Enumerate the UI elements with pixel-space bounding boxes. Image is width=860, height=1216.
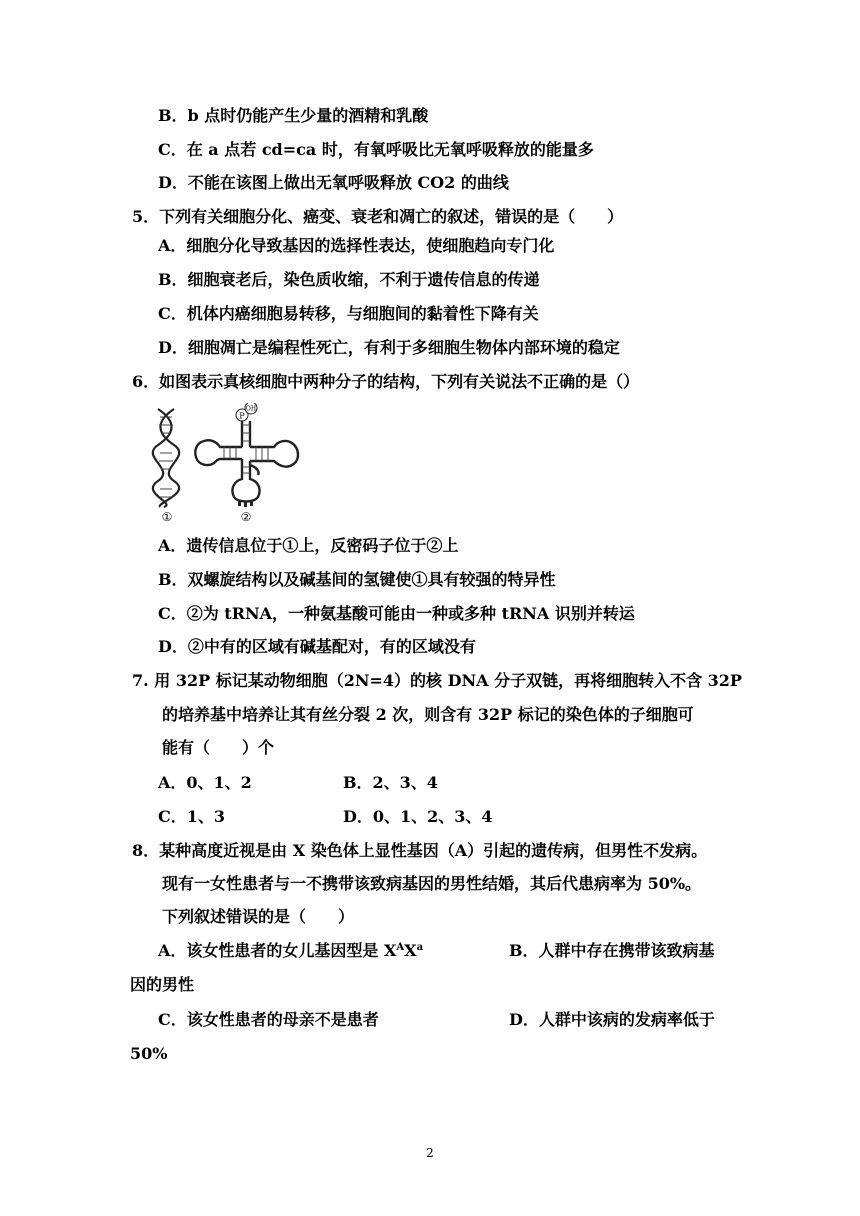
q6-option-d: D．②中有的区域有碱基配对，有的区域没有 [158,637,476,656]
q8-stem-line1: 8．某种高度近视是由 X 染色体上显性基因（A）引起的遗传病，但男性不发病。 [132,841,708,860]
q5-stem: 5．下列有关细胞分化、癌变、衰老和凋亡的叙述，错误的是（ ） [132,207,624,226]
q8-stem-line3: 下列叙述错误的是（ ） [162,907,355,926]
hydroxyl-label-icon [245,403,257,414]
molecule-figure [150,403,310,525]
page-number: 2 [426,1146,434,1160]
q7-option-d: D．0、1、2、3、4 [343,807,493,826]
q4-option-b: B．b 点时仍能产生少量的酒精和乳酸 [158,106,429,125]
figure-label-1: ① [161,510,173,524]
q5-option-b: B．细胞衰老后，染色质收缩，不利于遗传信息的传递 [158,270,540,289]
q8-option-a-mid: X [404,941,417,960]
q4-option-d: D．不能在该图上做出无氧呼吸释放 CO2 的曲线 [158,173,509,192]
q8-option-a [158,941,423,961]
q8-option-d-line2: 50% [130,1044,168,1063]
q6-option-a: A．遗传信息位于①上，反密码子位于②上 [158,536,459,555]
q7-stem-line1: 7. 用 32P 标记某动物细胞（2N=4）的核 DNA 分子双链，再将细胞转入不含 32P [132,671,742,690]
q7-stem-line2: 的培养基中培养让其有丝分裂 2 次，则含有 32P 标记的染色体的子细胞可 [162,705,694,724]
q8-option-a-sup1: A [396,942,405,953]
svg-text:OH: OH [245,405,257,413]
q8-option-a-text: A．该女性患者的女儿基因型是 X [158,941,397,960]
figure-label-2: ② [240,510,252,524]
q6-stem: 6．如图表示真核细胞中两种分子的结构，下列有关说法不正确的是（） [132,372,640,391]
q7-option-b: B．2、3、4 [343,773,438,792]
q8-stem-line2: 现有一女性患者与一不携带该致病基因的男性结婚，其后代患病率为 50%。 [162,874,702,893]
q7-stem-line3: 能有（ ）个 [162,738,275,757]
q5-option-c: C．机体内癌细胞易转移，与细胞间的黏着性下降有关 [158,304,539,323]
q5-option-a: A．细胞分化导致基因的选择性表达，使细胞趋向专门化 [158,236,555,255]
dna-trna-diagram [150,403,310,525]
q8-option-b-line2: 因的男性 [130,975,195,994]
q7-option-c: C．1、3 [158,807,226,826]
q6-option-b: B．双螺旋结构以及碱基间的氢键使①具有较强的特异性 [158,570,556,589]
q4-option-c: C．在 a 点若 cd=ca 时，有氧呼吸比无氧呼吸释放的能量多 [158,140,594,159]
q6-option-c: C．②为 tRNA，一种氨基酸可能由一种或多种 tRNA 识别并转运 [158,604,635,623]
q5-option-d: D．细胞凋亡是编程性死亡，有利于多细胞生物体内部环境的稳定 [158,338,620,357]
q8-option-c: C．该女性患者的母亲不是患者 [158,1010,379,1029]
q8-option-d-line1: D．人群中该病的发病率低于 [509,1010,715,1029]
trna-cloverleaf-icon [195,417,298,502]
dna-helix-icon [153,409,179,507]
q8-option-b-line1: B．人群中存在携带该致病基 [509,941,715,960]
q7-option-a: A．0、1、2 [158,773,252,792]
svg-text:P: P [239,411,245,421]
q8-option-a-sup2: a [416,942,424,953]
